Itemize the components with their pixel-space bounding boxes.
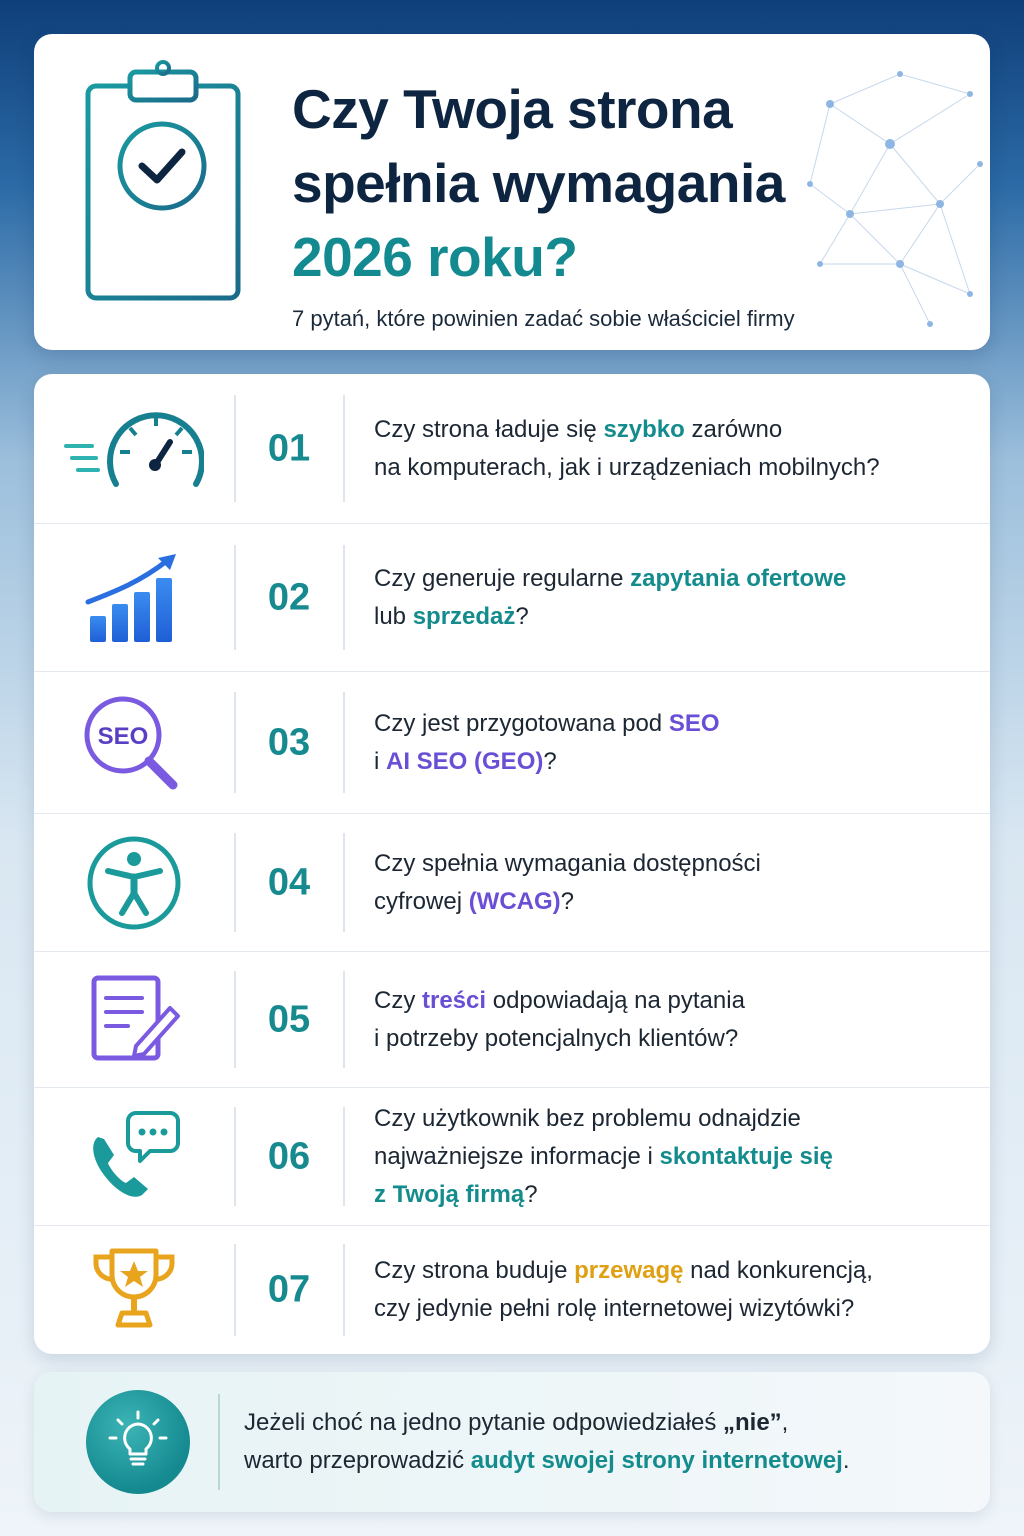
footer-divider <box>218 1394 220 1490</box>
question-number: 06 <box>267 1135 311 1177</box>
question-row-02 <box>34 524 990 672</box>
text-segment: Czy strona ładuje się <box>374 415 604 443</box>
row-divider <box>343 1107 345 1206</box>
text-segment: lub <box>374 602 413 630</box>
trophy-icon <box>64 1240 204 1340</box>
speedometer-icon <box>64 399 204 499</box>
text-segment: na komputerach, jak i urządzeniach mobilnych? <box>374 453 880 481</box>
page-title <box>292 72 785 294</box>
question-row-01 <box>34 374 990 524</box>
text-segment: warto przeprowadzić <box>244 1447 471 1474</box>
text-segment: i potrzeby potencjalnych klientów? <box>374 1024 739 1052</box>
highlight-text: „nie” <box>722 1409 782 1436</box>
question-text <box>374 1252 960 1328</box>
text-segment: ? <box>560 887 575 915</box>
question-number: 05 <box>267 998 311 1040</box>
highlight-text: SEO <box>668 709 720 737</box>
question-text <box>374 982 960 1058</box>
footer-card <box>34 1372 990 1512</box>
highlight-text: treści <box>422 986 487 1014</box>
text-segment: czy jedynie pełni rolę internetowej wizytówki? <box>374 1295 855 1322</box>
question-row-05 <box>34 952 990 1088</box>
title-line-1: Czy Twoja strona <box>292 78 733 140</box>
text-segment: nad konkurencją, <box>683 1257 873 1284</box>
title-line-3: 2026 roku? <box>292 226 578 288</box>
questions-list <box>34 374 990 1354</box>
text-segment: , <box>781 1409 789 1436</box>
highlight-text: z Twoją firmą <box>374 1180 525 1208</box>
text-segment: Jeżeli choć na jedno pytanie odpowiedziałeś <box>244 1409 723 1436</box>
row-divider <box>343 545 345 651</box>
seo-magnifier-icon <box>64 693 204 793</box>
question-text <box>374 705 960 781</box>
question-row-07 <box>34 1226 990 1354</box>
text-segment: Czy generuje regularne <box>374 564 631 592</box>
text-segment: Czy spełnia wymagania dostępności <box>374 849 761 877</box>
accessibility-icon <box>64 833 204 933</box>
question-number: 02 <box>267 576 311 618</box>
text-segment: i <box>374 747 386 775</box>
question-number: 03 <box>267 721 311 763</box>
highlight-text: audyt swojej strony internetowej <box>470 1447 843 1474</box>
highlight-text: sprzedaż <box>412 602 516 630</box>
lightbulb-icon <box>86 1390 190 1494</box>
row-divider <box>343 395 345 502</box>
question-text <box>374 1100 960 1214</box>
question-text <box>374 411 960 487</box>
highlight-text: szybko <box>603 415 685 443</box>
text-segment: Czy jest przygotowana pod <box>374 709 669 737</box>
text-segment: zarówno <box>684 415 783 443</box>
highlight-text: (WCAG) <box>468 887 561 915</box>
row-divider <box>343 833 345 932</box>
text-segment: cyfrowej <box>374 887 469 915</box>
phone-chat-icon <box>64 1107 204 1207</box>
text-segment: odpowiadają na pytania <box>486 986 745 1014</box>
row-divider <box>343 971 345 1068</box>
text-segment: Czy <box>374 986 422 1014</box>
subtitle: 7 pytań, które powinien zadać sobie właściciel firmy <box>292 306 795 331</box>
header-card <box>34 34 990 350</box>
text-segment: Czy strona buduje <box>374 1257 575 1284</box>
growth-chart-icon <box>64 548 204 648</box>
question-number: 01 <box>267 427 311 469</box>
text-segment: . <box>842 1447 850 1474</box>
seo-icon-label: SEO <box>97 722 149 750</box>
row-divider <box>343 692 345 794</box>
question-row-04 <box>34 814 990 952</box>
text-segment: ? <box>524 1180 538 1208</box>
footer-text <box>244 1404 960 1480</box>
question-number: 07 <box>267 1268 311 1311</box>
title-line-2: spełnia wymagania <box>292 152 785 214</box>
text-segment: ? <box>515 602 529 630</box>
row-divider <box>343 1244 345 1336</box>
highlight-text: AI SEO (GEO) <box>386 747 544 775</box>
highlight-text: skontaktuje się <box>659 1142 833 1170</box>
question-text <box>374 845 960 921</box>
highlight-text: przewagę <box>574 1257 684 1284</box>
document-edit-icon <box>64 970 204 1070</box>
question-text <box>374 560 960 636</box>
text-segment: najważniejsze informacje i <box>374 1142 660 1170</box>
question-number: 04 <box>267 861 311 903</box>
text-segment: ? <box>543 747 557 775</box>
question-row-06 <box>34 1088 990 1226</box>
clipboard-check-icon <box>82 58 247 308</box>
highlight-text: zapytania ofertowe <box>630 564 847 592</box>
text-segment: Czy użytkownik bez problemu odnajdzie <box>374 1104 801 1132</box>
question-row-03 <box>34 672 990 814</box>
